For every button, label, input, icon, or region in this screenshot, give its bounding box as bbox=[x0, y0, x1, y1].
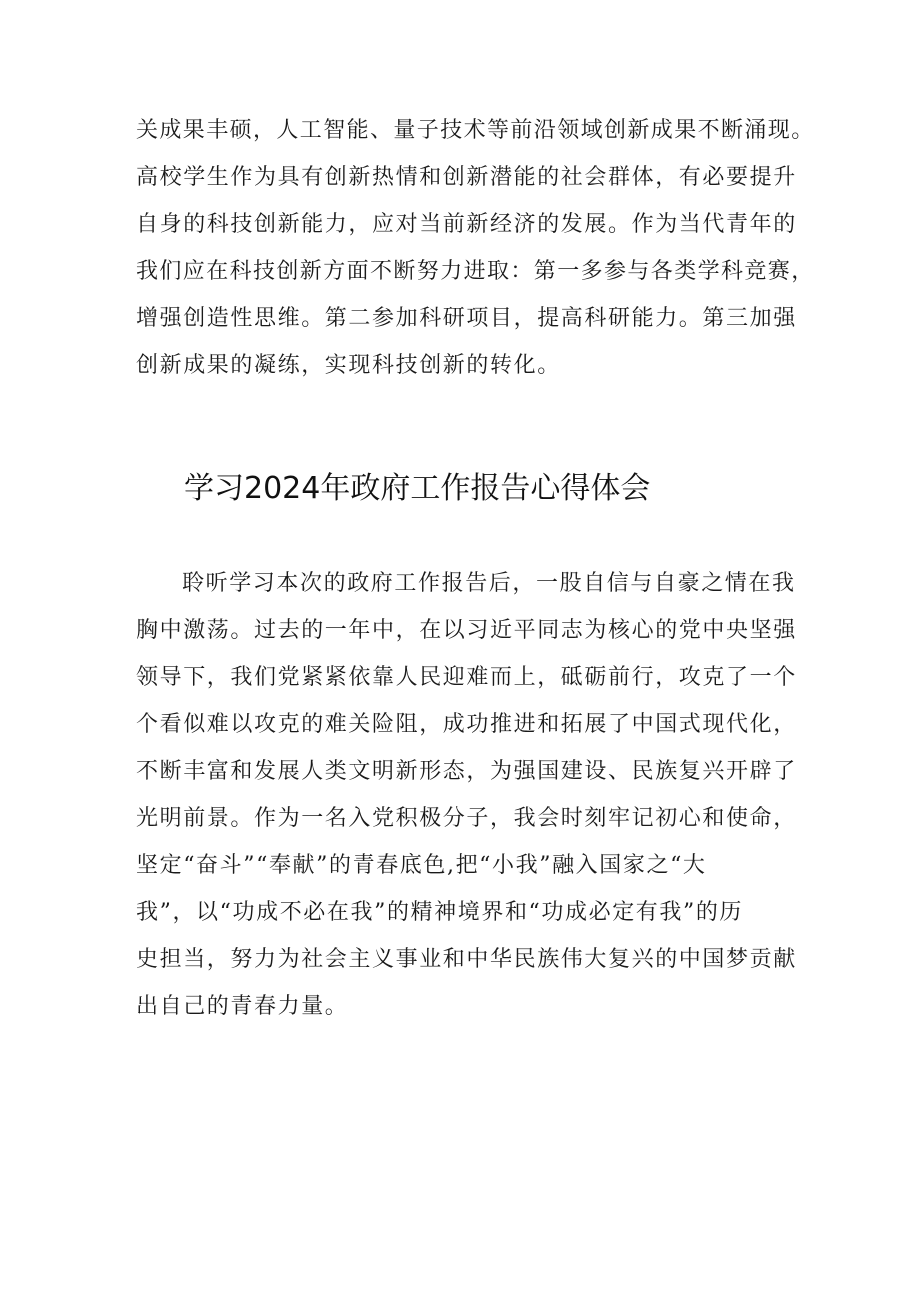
paragraph-line: 关成果丰硕，人工智能、量子技术等前沿领域创新成果不断涌现。 bbox=[136, 118, 815, 143]
paragraph-line: 自身的科技创新能力，应对当前新经济的发展。作为当代青年的 bbox=[136, 212, 797, 237]
paragraph-line: 胸中激荡。过去的一年中，在以习近平同志为核心的党中央坚强 bbox=[136, 618, 797, 643]
paragraph-line: 高校学生作为具有创新热情和创新潜能的社会群体，有必要提升 bbox=[136, 165, 797, 190]
section-paragraph bbox=[136, 560, 816, 1030]
paragraph-line: 史担当，努力为社会主义事业和中华民族伟大复兴的中国梦贡献 bbox=[136, 947, 797, 972]
paragraph-line: 创新成果的凝练，实现科技创新的转化。 bbox=[136, 353, 561, 378]
paragraph-line: 聆听学习本次的政府工作报告后，一股自信与自豪之情在我 bbox=[182, 571, 796, 596]
continuation-paragraph bbox=[136, 107, 816, 389]
paragraph-line: 坚定“奋斗”“奉献”的青春底色,把“小我”融入国家之“大 bbox=[136, 853, 707, 878]
section-title: 学习2024年政府工作报告心得体会 bbox=[184, 471, 651, 506]
paragraph-line: 增强创造性思维。第二参加科研项目，提高科研能力。第三加强 bbox=[136, 306, 797, 331]
paragraph-line: 出自己的青春力量。 bbox=[136, 994, 349, 1019]
paragraph-line: 我”，以“功成不必在我”的精神境界和“功成必定有我”的历 bbox=[136, 900, 744, 925]
paragraph-line: 我们应在科技创新方面不断努力进取：第一多参与各类学科竞赛， bbox=[136, 259, 815, 284]
paragraph-line: 领导下，我们党紧紧依靠人民迎难而上，砥砺前行，攻克了一个 bbox=[136, 665, 797, 690]
paragraph-line: 不断丰富和发展人类文明新形态，为强国建设、民族复兴开辟了 bbox=[136, 759, 797, 784]
paragraph-line: 个看似难以攻克的难关险阻，成功推进和拓展了中国式现代化， bbox=[136, 712, 797, 737]
paragraph-line: 光明前景。作为一名入党积极分子，我会时刻牢记初心和使命， bbox=[136, 806, 797, 831]
